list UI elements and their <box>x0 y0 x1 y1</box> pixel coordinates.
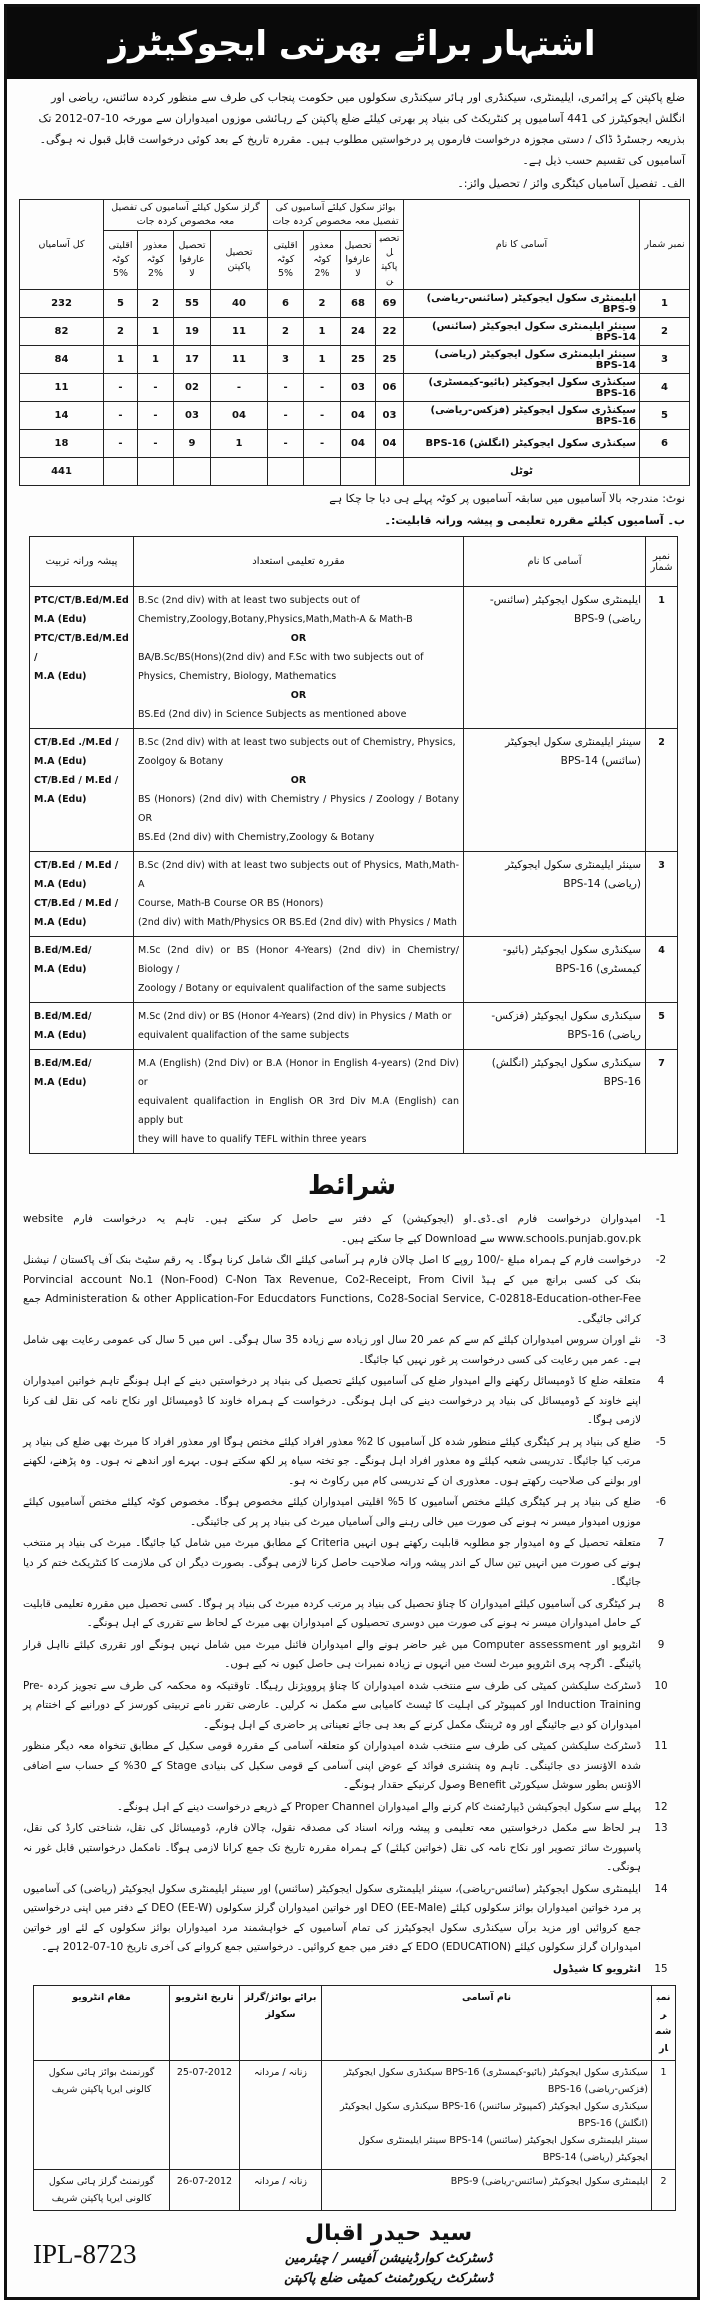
training-line: M.A (Edu) <box>34 756 87 767</box>
post-cell: سینئر ایلیمنٹری سکول ایجوکیٹر (سائنس) BPS-14 <box>404 318 640 346</box>
signature-block <box>284 2219 493 2289</box>
qualification-line: equivalent qualifaction of the same subjects <box>138 1030 350 1041</box>
training-line: M.A (Edu) <box>34 964 87 975</box>
section-a-heading: الف۔ تفصیل آسامیاں کیٹگری وائز / تحصیل وائز:۔ <box>457 177 685 190</box>
girls-cell: 5 <box>104 290 138 318</box>
boys-cell: 06 <box>376 374 404 402</box>
header-total: کل آسامیاں <box>20 200 104 290</box>
total-row <box>20 458 690 486</box>
serial-cell: 2 <box>646 729 678 852</box>
total-cell: 84 <box>20 346 104 374</box>
qualification-cell <box>134 729 464 852</box>
boys-cell: 3 <box>268 346 304 374</box>
qualification-line: Physics, Chemistry, Biology, Mathematics <box>138 671 337 682</box>
post-cell: سیکنڈری سکول ایجوکیٹر (بائیو-کیمسٹری) BPS-16 <box>464 937 646 1003</box>
boys-cell: 22 <box>376 318 404 346</box>
boys-cell: - <box>304 374 341 402</box>
girls-cell: - <box>104 402 138 430</box>
header-post: آسامی کا نام <box>464 537 646 587</box>
post-cell: سیکنڈری سکول ایجوکیٹر (انگلش) BPS-16 <box>464 1050 646 1154</box>
header-row <box>30 537 678 587</box>
girls-cell: 1 <box>138 346 174 374</box>
empty-cell <box>341 458 376 486</box>
post-line: سینئر ایلیمنٹری سکول ایجوکیٹر (سائنس) BPS-14 سینئر ایلیمنٹری سکول ایجوکیٹر (ریاضی) BPS-14 <box>358 2135 648 2163</box>
condition-text: ہر لحاظ سے مکمل درخواستیں معہ تعلیمی و پیشہ ورانہ اسناد کی مصدقہ نقول، چالان فارم، ڈومیسائل کی نقل، شناختی کارڈ کی نقل، پاسپورٹ سائز تصویر اور نکاح نامہ کی نقل (خواتین کیلئے) کے ہمراہ مقررہ تاریخ تک جمع کرانا لازمی ہوگا۔ نامکمل درخواستیں قابل غور نہ ہونگی۔ <box>23 1822 641 1873</box>
condition-item <box>23 1210 681 1249</box>
table-row <box>20 430 690 458</box>
condition-number: -5 <box>655 1435 667 1448</box>
condition-item <box>23 1960 681 1980</box>
condition-item <box>23 1534 681 1593</box>
subheader-2: معذور کوٹہ 2% <box>304 231 341 290</box>
condition-item <box>23 1737 681 1796</box>
date-cell: 26-07-2012 <box>170 2170 240 2211</box>
empty-cell <box>104 458 138 486</box>
training-line: B.Ed/M.Ed/ <box>34 1011 92 1022</box>
serial-cell: 4 <box>646 937 678 1003</box>
condition-number: 8 <box>657 1597 665 1610</box>
girls-cell: 11 <box>211 346 268 374</box>
qualification-line: BS (Honors) (2nd div) with Chemistry / Physics / Zoology / Botany OR <box>138 794 459 824</box>
intro-paragraph: ضلع پاکپتن کے پرائمری، ایلیمنٹری، سیکنڈری اور ہائر سیکنڈری سکولوں میں حکومت پنجاب کی طرف سے منظور کردہ سائنس، ریاضی اور انگلش ایجوکیٹرز کی 441 آسامیوں پر کنٹریکٹ کی بنیاد پر بھرتی کیلئے ضلع پاکپتن کے رہائشی موزوں امیدواران سے مورخہ 10-07-2012 تک بذریعہ رجسٹرڈ ڈاک / دستی مجوزہ درخواست فارموں پر درخواستیں مطلوب ہیں۔ مقررہ تاریخ کے بعد کوئی درخواست قابل قبول نہ ہوگی۔ آسامیوں کی تقسیم حسب ذیل ہے۔ <box>38 91 685 167</box>
table-row <box>30 1050 678 1154</box>
header-row <box>34 1986 676 2061</box>
boys-cell: 2 <box>304 290 341 318</box>
header-place: مقام انٹرویو <box>34 1986 170 2061</box>
training-cell <box>30 1050 134 1154</box>
condition-number: 13 <box>654 1822 668 1834</box>
posts-cell <box>322 2170 652 2211</box>
boys-cell: 25 <box>341 346 376 374</box>
section-b-heading: ب۔ آسامیوں کیلئے مقررہ تعلیمی و پیشہ ورانہ قابلیت:۔ <box>384 514 685 527</box>
serial-cell: 5 <box>640 402 690 430</box>
table-row <box>34 2170 676 2211</box>
girls-cell: 11 <box>211 318 268 346</box>
subheader-0: تحصیل پاکپتن <box>211 231 268 290</box>
total-cell: 232 <box>20 290 104 318</box>
subheader-3: اقلیتی کوٹہ 5% <box>104 231 138 290</box>
girls-cell: 17 <box>174 346 211 374</box>
training-line: CT/B.Ed / M.Ed / <box>34 860 119 871</box>
qualification-line: B.Sc (2nd div) with at least two subjects out of Chemistry, Physics, <box>138 737 456 748</box>
serial-cell: 7 <box>646 1050 678 1154</box>
training-line: B.Ed/M.Ed/ <box>34 1058 92 1069</box>
header-boys: بوائز سکول کیلئے آسامیوں کی تفصیل معہ مخصوص کردہ جات <box>268 200 404 231</box>
gender-cell: زنانہ / مردانہ <box>240 2170 322 2211</box>
signatory-name: سید حیدر اقبال <box>304 2221 473 2246</box>
condition-text: پہلے سے سکول ایجوکیشن ڈیپارٹمنٹ کام کرنے والے امیدواران Proper Channel کے ذریعے درخواست دینے کے اہل ہونگے۔ <box>116 1800 641 1813</box>
table-row <box>34 2061 676 2170</box>
empty-cell <box>211 458 268 486</box>
empty-cell <box>640 458 690 486</box>
serial-cell: 3 <box>640 346 690 374</box>
post-cell: سیکنڈری سکول ایجوکیٹر (انگلش) BPS-16 <box>404 430 640 458</box>
training-line: M.A (Edu) <box>34 879 87 890</box>
qualification-line: they will have to qualify TEFL within three years <box>138 1134 367 1145</box>
qualification-line: B.Sc (2nd div) with at least two subjects out of Physics, Math,Math-A <box>138 860 459 890</box>
table-row <box>20 374 690 402</box>
condition-number: -2 <box>655 1254 667 1266</box>
training-cell <box>30 729 134 852</box>
training-line: PTC/CT/B.Ed/M.Ed <box>34 595 129 606</box>
post-cell: سیکنڈری سکول ایجوکیٹر (فزکس-ریاضی) BPS-16 <box>464 1003 646 1050</box>
training-cell <box>30 587 134 729</box>
post-cell: سینئر ایلیمنٹری سکول ایجوکیٹر (ریاضی) BPS-14 <box>404 346 640 374</box>
serial-cell: 1 <box>646 587 678 729</box>
qualification-line: BS.Ed (2nd div) in Science Subjects as mentioned above <box>138 709 407 720</box>
post-cell: سینئر ایلیمنٹری سکول ایجوکیٹر (سائنس) BPS-14 <box>464 729 646 852</box>
training-line: M.A (Edu) <box>34 1030 87 1041</box>
boys-cell: 04 <box>376 430 404 458</box>
condition-text: ڈسٹرکٹ سلیکشن کمیٹی کی طرف سے منتخب شدہ امیدواران کو متعلقہ آسامی کے مقررہ قومی سکیل کے مطابق تنخواہ معہ دیگر منظور شدہ الاؤنسز دی جائینگی۔ تاہم وہ پنشنری فوائد کے عوض اپنی آسامی کے قومی سکیل کی بنیادی Stage کے 30% کے حساب سے اضافی الاؤنس بطور سوشل سیکورٹی Benefit وصول کرنیکے حقدار ہونگے۔ <box>23 1740 641 1791</box>
qualification-cell <box>134 1003 464 1050</box>
training-cell <box>30 1003 134 1050</box>
condition-number: -6 <box>655 1496 667 1508</box>
girls-cell: 03 <box>174 402 211 430</box>
girls-cell: 2 <box>104 318 138 346</box>
boys-cell: 24 <box>341 318 376 346</box>
table-row <box>20 402 690 430</box>
ad-title: اشتہار برائے بھرتی ایجوکیٹرز <box>7 7 697 79</box>
serial-cell: 1 <box>652 2061 676 2170</box>
boys-cell: - <box>268 374 304 402</box>
training-cell <box>30 852 134 937</box>
qualification-line: OR <box>290 690 307 701</box>
boys-cell: 6 <box>268 290 304 318</box>
girls-cell: 2 <box>138 290 174 318</box>
girls-cell: - <box>104 430 138 458</box>
training-line: M.A (Edu) <box>34 794 87 805</box>
girls-cell: 04 <box>211 402 268 430</box>
girls-cell: 02 <box>174 374 211 402</box>
qualification-table <box>29 536 678 1154</box>
training-line: PTC/CT/B.Ed/M.Ed/ <box>34 633 129 663</box>
condition-text: ایلیمنٹری سکول ایجوکیٹر (سائنس-ریاضی)، سینئر ایلیمنٹری سکول ایجوکیٹر (سائنس) اور سینئر ایلیمنٹری سکول ایجوکیٹر (ریاضی) کی آسامیوں پر مرد خواتین امیدواران بوائز سکولوں کیلئے DEO (EE-Male) اور خواتین امیدواران گرلز سکولوں DEO (EE-W) کے دفتر میں اپنی درخواستیں جمع کروائیں اور مزید برآں سیکنڈری سکول ایجوکیٹرز کی تمام آسامیوں کے خواہشمند مرد امیدواران بوائز سکولوں کے لئے اور خواتین امیدواران گرلز سکولوں کیلئے EDO (EDUCATION) کے دفتر میں جمع کروائیں۔ درخواستیں جمع کروانے کی آخری تاریخ 10-07-2012 ہے۔ <box>23 1882 641 1953</box>
condition-text: درخواست فارم کے ہمراہ مبلغ -/100 روپے کا اصل چالان فارم ہر آسامی کیلئے الگ شامل کرنا ہوگا۔ یہ رقم سٹیٹ بنک آف پاکستان / نیشنل بنک کی کسی برانچ میں کے ہیڈ Porvincial account No.1 (Non-Food) C-Non Tax Revenue, Co2-Receipt, From Civil Administeration & other Application-For Educdators Functions, Co28-Social Service, C-02818-Education-other-Fee جمع کرائی جائیگی۔ <box>23 1254 642 1325</box>
condition-number: -3 <box>655 1334 667 1346</box>
table-row <box>20 318 690 346</box>
girls-cell: - <box>138 430 174 458</box>
header-posts: نام آسامی <box>322 1986 652 2061</box>
empty-cell <box>304 458 341 486</box>
condition-item <box>23 1493 681 1532</box>
total-cell: 82 <box>20 318 104 346</box>
serial-cell: 5 <box>646 1003 678 1050</box>
boys-cell: 68 <box>341 290 376 318</box>
qualification-cell <box>134 937 464 1003</box>
condition-item <box>23 1433 681 1492</box>
condition-text: ضلع کی بنیاد پر ہر کیٹگری کیلئے مختص آسامیوں کا 5% اقلیتی امیدواران کیلئے مخصوص ہوگا۔ مخصوص کوٹہ کیلئے مختص آسامیوں کیلئے موزوں امیدوار میسر نہ ہونے کی صورت میں خالی رہنے والی آسامیاں میرٹ کی بنیاد پر پر کی جائینگی۔ <box>23 1496 642 1528</box>
post-cell: ایلیمنٹری سکول ایجوکیٹر (سائنس-ریاضی) BPS-9 <box>464 587 646 729</box>
condition-number: 7 <box>657 1537 665 1549</box>
qualification-line: B.Sc (2nd div) with at least two subjects out of <box>138 595 360 606</box>
condition-text: ہر کیٹگری کی آسامیوں کیلئے امیدواران کا چناؤ تحصیل کی بنیاد پر مرتب کردہ میرٹ کی بنیاد پر ہوگا۔ کسی تحصیل میں مقررہ تعلیمی قابلیت کے حامل امیدواران میسر نہ ہونے کی صورت میں دوسری تحصیلوں کے امیدواران بھی میرٹ کے لحاظ سے تقرری کے اہل ہونگے۔ <box>23 1597 641 1629</box>
post-cell: سیکنڈری سکول ایجوکیٹر (بائیو-کیمسٹری) BPS-16 <box>404 374 640 402</box>
qualification-line: OR <box>290 633 307 644</box>
boys-cell: - <box>304 430 341 458</box>
condition-text: متعلقہ ضلع کا ڈومیسائل رکھنے والے امیدوار ضلع کی آسامیوں کیلئے تحصیل کی بنیاد پر درخواستیں دینے کے اہل ہونگے تاہم خواتین امیدواران اپنے خاوند کے ڈومیسائل کی بنیاد پر درخواست دینے کی اہل ہونگی۔ درخواست کے ہمراہ خاوند کا ڈومیسائل اور نکاح نامہ کی نقل لف کرنا لازمی ہوگا۔ <box>23 1375 641 1426</box>
condition-item <box>23 1798 681 1818</box>
post-cell: سیکنڈری سکول ایجوکیٹر (فزکس-ریاضی) BPS-16 <box>404 402 640 430</box>
signature-row <box>33 2219 673 2289</box>
boys-cell: 04 <box>341 402 376 430</box>
table-row <box>20 290 690 318</box>
qualification-line: BA/B.Sc/BS(Hons)(2nd div) and F.Sc with two subjects out of <box>138 652 424 663</box>
condition-number: -1 <box>655 1213 667 1225</box>
qualification-line: Zoolgoy & Botany <box>138 756 224 767</box>
empty-cell <box>138 458 174 486</box>
place-cell: گورنمنٹ بوائز ہائی سکول کالونی ایریا پاکپتن شریف <box>34 2061 170 2170</box>
qualification-cell <box>134 1050 464 1154</box>
conditions-title: شرائط <box>307 1171 397 1201</box>
post-cell: ایلیمنٹری سکول ایجوکیٹر (سائنس-ریاضی) BPS-9 <box>404 290 640 318</box>
condition-number: 9 <box>657 1638 665 1651</box>
boys-cell: 2 <box>268 318 304 346</box>
boys-cell: - <box>268 402 304 430</box>
girls-cell: - <box>104 374 138 402</box>
condition-item <box>23 1677 681 1736</box>
post-line: سیکنڈری سکول ایجوکیٹر (بائیو-کیمسٹری) BPS-16 سیکنڈری سکول ایجوکیٹر (فزکس-ریاضی) BPS-16 <box>343 2067 648 2095</box>
training-line: B.Ed/M.Ed/ <box>34 945 92 956</box>
qualification-line: M.Sc (2nd div) or BS (Honor 4-Years) (2nd div) in Physics / Math or <box>138 1011 452 1022</box>
place-cell: گورنمنٹ گرلز ہائی سکول کالونی ایریا پاکپتن شریف <box>34 2170 170 2211</box>
header-date: تاریخ انٹرویو <box>170 1986 240 2061</box>
condition-number: 11 <box>654 1740 668 1752</box>
table-row <box>30 587 678 729</box>
serial-cell: 3 <box>646 852 678 937</box>
condition-item <box>23 1636 681 1675</box>
boys-cell: 03 <box>376 402 404 430</box>
table-row <box>30 729 678 852</box>
vacancy-distribution-table <box>19 199 690 486</box>
condition-number: 10 <box>654 1679 668 1692</box>
condition-item <box>23 1880 681 1958</box>
subheader-0: تحصیل پاکپتن <box>376 231 404 290</box>
girls-cell: 55 <box>174 290 211 318</box>
training-line: M.A (Edu) <box>34 917 87 928</box>
qualification-line: OR <box>290 775 307 786</box>
subheader-2: معذور کوٹہ 2% <box>138 231 174 290</box>
header-qual: مقررہ تعلیمی استعداد <box>134 537 464 587</box>
boys-cell: 04 <box>341 430 376 458</box>
condition-text: امیدواران درخواست فارم ای۔ڈی۔او (ایجوکیشن) کے دفتر سے حاصل کر سکتے ہیں۔ تاہم یہ درخواست فارم website www.schools.punjab.gov.pk سے Download کیے جا سکتے ہیں۔ <box>23 1213 641 1245</box>
boys-cell: 1 <box>304 318 341 346</box>
qualification-line: Zoology / Botany or equivalent qualifaction of the same subjects <box>138 983 446 994</box>
condition-text: نئے اوران سروس امیدواران کیلئے کم سے کم عمر 20 سال اور زیادہ سے زیادہ 35 سال ہوگی۔ اس میں 5 سال کی عمومی رعایت بھی شامل ہے۔ عمر میں رعایت کی کسی درخواست پر غور نہیں کیا جائیگا۔ <box>23 1334 641 1366</box>
total-cell: 11 <box>20 374 104 402</box>
condition-text: متعلقہ تحصیل کے وہ امیدوار جو مطلوبہ قابلیت رکھتے ہوں انہیں Criteria کے مطابق میرٹ میں شامل کیا جائیگا۔ میرٹ کی بنیاد پر منتخب ہونے کی صورت میں انہیں تین سال کے اندر پیشہ ورانہ صلاحیت حاصل کرنا لازمی ہوگی۔ بصورت دیگر ان کی ملازمت کا کنٹریکٹ ختم کر دیا جائیگا۔ <box>23 1537 642 1588</box>
girls-cell: 40 <box>211 290 268 318</box>
post-line: سیکنڈری سکول ایجوکیٹر (کمپیوٹر سائنس) BPS-16 سیکنڈری سکول ایجوکیٹر (انگلش) BPS-16 <box>340 2101 648 2129</box>
condition-text: ڈسٹرکٹ سلیکشن کمیٹی کی طرف سے منتخب شدہ امیدواران کا چناؤ پروویژنل رہیگا۔ تاوقتیکہ وہ محکمہ کی طرف سے تجویز کردہ Pre-Induction Training اور کمپیوٹر کی اہلیت کا ٹیسٹ کامیابی سے مکمل نہ کرلیں۔ عارضی تقرر نامے تربیتی کورسز کے دورانیے کے اختتام پر امیدواران کو دیے جائینگے اور وہ ٹریننگ مکمل کرنے کے بعد ہی جائے تعیناتی پر حاضری کے اہل ہونگے۔ <box>23 1679 641 1731</box>
empty-cell <box>376 458 404 486</box>
gender-cell: زنانہ / مردانہ <box>240 2061 322 2170</box>
girls-cell: 1 <box>104 346 138 374</box>
condition-number: 4 <box>657 1375 665 1387</box>
qualification-line: M.Sc (2nd div) or BS (Honor 4-Years) (2nd div) in Chemistry/ Biology / <box>138 945 459 975</box>
qualification-line: equivalent qualifaction in English OR 3rd Div M.A (English) can apply but <box>138 1096 459 1126</box>
serial-cell: 2 <box>640 318 690 346</box>
date-cell: 25-07-2012 <box>170 2061 240 2170</box>
posts-cell <box>322 2061 652 2170</box>
conditions-list <box>23 1210 681 1979</box>
training-line: M.A (Edu) <box>34 671 87 682</box>
header-girls: گرلز سکول کیلئے آسامیوں کی تفصیل معہ مخصوص کردہ جات <box>104 200 268 231</box>
condition-item <box>23 1372 681 1431</box>
qualification-line: BS.Ed (2nd div) with Chemistry,Zoology & Botany <box>138 832 375 843</box>
signatory-committee: ڈسٹرکٹ ریکورٹمنٹ کمیٹی ضلع پاکپتن <box>284 2271 493 2286</box>
header-training: پیشہ ورانہ تربیت <box>30 537 134 587</box>
table-row <box>20 346 690 374</box>
qualification-line: Chemistry,Zoology,Botany,Physics,Math,Math-A & Math-B <box>138 614 413 625</box>
qualification-line: Course, Math-B Course OR BS (Honors) <box>138 898 324 909</box>
total-label: ٹوٹل <box>404 458 640 486</box>
girls-cell: - <box>211 374 268 402</box>
girls-cell: 19 <box>174 318 211 346</box>
post-cell: سینئر ایلیمنٹری سکول ایجوکیٹر (ریاضی) BPS-14 <box>464 852 646 937</box>
note: نوٹ: مندرجہ بالا آسامیوں میں سابقہ آسامیوں پر کوٹہ پہلے ہی دیا جا چکا ہے <box>329 492 685 505</box>
condition-item <box>23 1251 681 1329</box>
girls-cell: - <box>138 374 174 402</box>
header-row <box>20 200 690 231</box>
serial-cell: 4 <box>640 374 690 402</box>
training-line: CT/B.Ed / M.Ed / <box>34 898 119 909</box>
table-row <box>30 852 678 937</box>
header-post: آسامی کا نام <box>404 200 640 290</box>
training-line: CT/B.Ed ./M.Ed / <box>34 737 119 748</box>
empty-cell <box>174 458 211 486</box>
condition-text: انٹرویو اور Computer assessment میں غیر حاضر ہونے والے امیدواران فائنل میرٹ میں شامل نہیں ہونگے اور تقرری کیلئے نااہل قرار پائینگے۔ اگرچہ پری انٹرویو میرٹ لسٹ میں انہوں نے زیادہ نمبرات ہی حاصل کیوں نہ کیے ہوں۔ <box>23 1638 642 1670</box>
subheader-1: تحصیل عارفوالا <box>341 231 376 290</box>
total-cell: 18 <box>20 430 104 458</box>
qualification-line: M.A (English) (2nd Div) or B.A (Honor in English 4-years) (2nd Div) or <box>138 1058 459 1088</box>
signatory-title: ڈسٹرکٹ کوارڈینیشن آفیسر / چیئرمین <box>284 2251 493 2266</box>
empty-cell <box>268 458 304 486</box>
girls-cell: 1 <box>138 318 174 346</box>
boys-cell: 69 <box>376 290 404 318</box>
header-serial: نمبر شمار <box>640 200 690 290</box>
boys-cell: - <box>304 402 341 430</box>
serial-cell: 2 <box>652 2170 676 2211</box>
condition-text: انٹرویو کا شیڈول <box>552 1962 641 1975</box>
grand-total: 441 <box>20 458 104 486</box>
boys-cell: 25 <box>376 346 404 374</box>
boys-cell: - <box>268 430 304 458</box>
qualification-cell <box>134 587 464 729</box>
advertisement <box>4 4 700 2300</box>
condition-item <box>23 1595 681 1634</box>
boys-cell: 1 <box>304 346 341 374</box>
header-gender: برائے بوائز/گرلز سکولز <box>240 1986 322 2061</box>
training-line: M.A (Edu) <box>34 614 87 625</box>
girls-cell: 9 <box>174 430 211 458</box>
girls-cell: - <box>138 402 174 430</box>
condition-number: 14 <box>654 1882 668 1895</box>
ipl-code: IPL-8723 <box>33 2238 137 2269</box>
training-line: CT/B.Ed / M.Ed / <box>34 775 119 786</box>
table-row <box>30 937 678 1003</box>
condition-text: ضلع کی بنیاد پر ہر کیٹگری کیلئے منظور شدہ کل آسامیوں کا 2% معذور افراد کیلئے مختص ہوگا اور معذور افراد کا میرٹ بھی ضلع کی بنیاد پر مرتب کیا جائیگا۔ تدریسی شعبہ کیلئے وہ معذور افراد اہل ہونگے۔ جو تختہ سیاہ پر لکھ سکتے ہوں۔ بہرے اور اندھے نہ ہوں۔ وہ پڑھنے، لکھنے اور بولنے کی صلاحیت رکھتے ہوں۔ معذوری ان کے تدریسی کام میں رکاوٹ نہ ہو۔ <box>23 1435 641 1487</box>
subheader-1: تحصیل عارفوالا <box>174 231 211 290</box>
girls-cell: 1 <box>211 430 268 458</box>
condition-item <box>23 1819 681 1878</box>
training-cell <box>30 937 134 1003</box>
serial-cell: 1 <box>640 290 690 318</box>
serial-cell: 6 <box>640 430 690 458</box>
training-line: M.A (Edu) <box>34 1077 87 1088</box>
boys-cell: 03 <box>341 374 376 402</box>
condition-number: 15 <box>654 1962 668 1975</box>
condition-item <box>23 1331 681 1370</box>
table-row <box>30 1003 678 1050</box>
total-cell: 14 <box>20 402 104 430</box>
qualification-line: (2nd div) with Math/Physics OR BS.Ed (2nd div) with Physics / Math <box>138 917 457 928</box>
interview-schedule-table <box>33 1985 676 2211</box>
qualification-cell <box>134 852 464 937</box>
condition-number: 12 <box>654 1800 668 1813</box>
subheader-3: اقلیتی کوٹہ 5% <box>268 231 304 290</box>
post-line: ایلیمنٹری سکول ایجوکیٹر (سائنس-ریاضی) BPS-9 <box>450 2176 648 2187</box>
header-serial: نمبر شمار <box>652 1986 676 2061</box>
header-serial: نمبر شمار <box>646 537 678 587</box>
